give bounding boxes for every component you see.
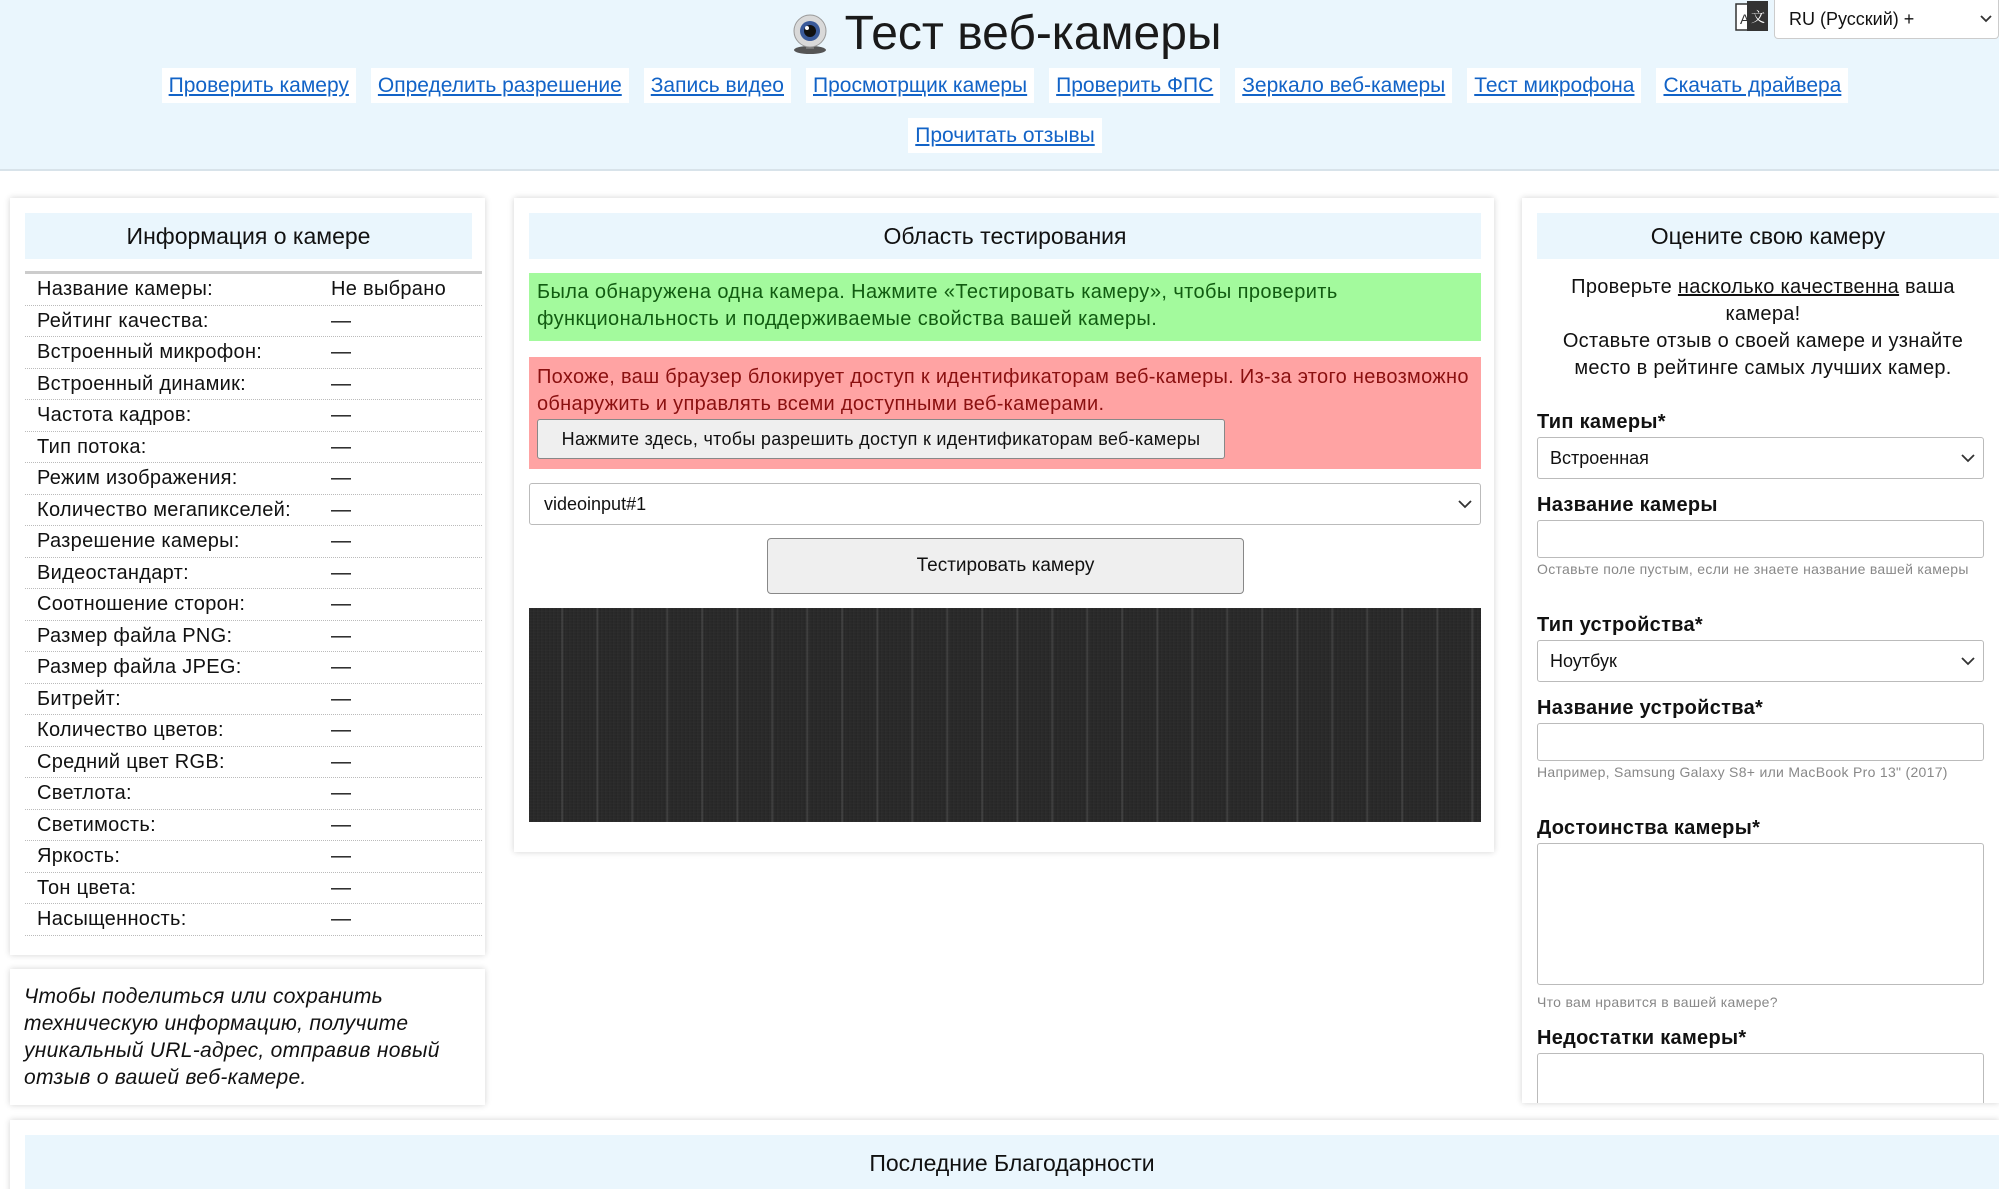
device-type-label: Тип устройства* xyxy=(1537,614,1704,636)
rate-intro-post: ваша камера! xyxy=(1725,276,1955,325)
info-row xyxy=(25,715,482,747)
nav-link-resolution[interactable]: Определить разрешение xyxy=(371,68,629,103)
info-row-label: Количество цветов: xyxy=(37,719,224,741)
pros-textarea[interactable] xyxy=(1537,843,1984,985)
info-row-label: Светлота: xyxy=(37,782,132,804)
info-row-label: Разрешение камеры: xyxy=(37,530,240,552)
info-row-label: Тип потока: xyxy=(37,435,147,458)
camera-type-select[interactable] xyxy=(1537,437,1984,479)
browser-block-text: Похоже, ваш браузер блокирует доступ к идентификаторам веб-камеры. Из-за этого невозможно обнаружить и управлять всеми доступными веб-камерами. xyxy=(537,366,1469,415)
info-row-label: Рейтинг качества: xyxy=(37,309,209,332)
site-title-text: Тест веб-камеры xyxy=(844,7,1222,60)
nav-link-drivers[interactable]: Скачать драйвера xyxy=(1656,68,1848,103)
svg-text:A: A xyxy=(1740,11,1750,27)
camera-info-table xyxy=(25,271,482,936)
camera-name-label: Название камеры xyxy=(1537,494,1718,516)
rate-camera-title: Оцените свою камеру xyxy=(1537,213,1999,259)
info-row-label: Средний цвет RGB: xyxy=(37,750,225,773)
device-type-select[interactable] xyxy=(1537,640,1984,682)
site-header xyxy=(0,0,1999,171)
share-info-text: Чтобы поделиться или сохранить техническую информацию, получите уникальный URL-адрес, отправив новый отзыв о вашей веб-камере. xyxy=(24,985,440,1089)
info-row-label: Размер файла JPEG: xyxy=(37,656,242,678)
info-row-value: — xyxy=(331,593,352,615)
info-row-label: Соотношение сторон: xyxy=(37,593,246,615)
camera-type-value: Встроенная xyxy=(1550,448,1649,468)
info-row-label: Размер файла PNG: xyxy=(37,624,233,647)
camera-info-title: Информация о камере xyxy=(25,213,472,259)
chevron-down-icon xyxy=(1980,14,1992,24)
info-row-value: — xyxy=(331,876,352,899)
camera-detected-message: Была обнаружена одна камера. Нажмите «Тестировать камеру», чтобы проверить функциональность и поддерживаемые свойства вашей камеры. xyxy=(529,273,1481,341)
info-row-value: — xyxy=(331,719,352,741)
info-row-label: Режим изображения: xyxy=(37,467,238,489)
rate-intro xyxy=(1537,274,1989,382)
nav-link-check-fps[interactable]: Проверить ФПС xyxy=(1049,68,1220,103)
allow-access-button[interactable]: Нажмите здесь, чтобы разрешить доступ к идентификаторам веб-камеры xyxy=(537,419,1225,459)
info-row-value: Не выбрано xyxy=(331,278,446,300)
info-row-label: Количество мегапикселей: xyxy=(37,498,291,521)
info-row-value: — xyxy=(331,341,352,363)
info-row-label: Светимость: xyxy=(37,813,156,836)
info-row xyxy=(25,873,482,905)
pros-label: Достоинства камеры* xyxy=(1537,817,1761,839)
browser-block-warning xyxy=(529,357,1481,469)
info-row-label: Название камеры: xyxy=(37,278,213,300)
info-row-value: — xyxy=(331,656,352,678)
info-row-value: — xyxy=(331,372,352,395)
cons-textarea[interactable] xyxy=(1537,1053,1984,1103)
camera-select[interactable] xyxy=(529,483,1481,525)
nav-link-record-video[interactable]: Запись видео xyxy=(644,68,791,103)
rate-intro-pre: Проверьте xyxy=(1571,276,1678,298)
info-row-label: Частота кадров: xyxy=(37,404,192,426)
nav-link-webcam-mirror[interactable]: Зеркало веб-камеры xyxy=(1235,68,1452,103)
camera-name-input[interactable] xyxy=(1537,520,1984,558)
info-row xyxy=(25,337,482,369)
info-row xyxy=(25,558,482,590)
main-nav xyxy=(110,68,1900,168)
chevron-down-icon xyxy=(1961,453,1975,463)
info-row-value: — xyxy=(331,561,352,584)
info-row-label: Встроенный микрофон: xyxy=(37,341,263,363)
info-row xyxy=(25,621,482,653)
info-row-label: Битрейт: xyxy=(37,687,121,710)
chevron-down-icon xyxy=(1961,656,1975,666)
info-row xyxy=(25,589,482,621)
svg-text:文: 文 xyxy=(1751,9,1765,25)
info-row-value: — xyxy=(331,404,352,426)
info-row xyxy=(25,369,482,401)
camera-type-label: Тип камеры* xyxy=(1537,411,1666,433)
info-row-label: Тон цвета: xyxy=(37,876,137,899)
info-row-value: — xyxy=(331,498,352,521)
info-row xyxy=(25,904,482,936)
test-area-panel xyxy=(514,198,1494,852)
cons-label: Недостатки камеры* xyxy=(1537,1027,1747,1049)
info-row xyxy=(25,810,482,842)
device-type-value: Ноутбук xyxy=(1550,651,1617,671)
info-row-value: — xyxy=(331,624,352,647)
nav-row xyxy=(110,68,1900,103)
info-row-value: — xyxy=(331,309,352,332)
site-title xyxy=(0,4,1999,64)
rate-camera-panel xyxy=(1522,198,1999,1103)
test-area-title: Область тестирования xyxy=(529,213,1481,259)
info-row xyxy=(25,526,482,558)
chevron-down-icon xyxy=(1458,499,1472,509)
info-row-label: Видеостандарт: xyxy=(37,561,189,584)
nav-link-reviews[interactable]: Прочитать отзывы xyxy=(908,118,1101,153)
thanks-panel xyxy=(10,1120,1999,1189)
info-row xyxy=(25,495,482,527)
info-row-value: — xyxy=(331,687,352,710)
nav-link-camera-viewer[interactable]: Просмотрщик камеры xyxy=(806,68,1034,103)
camera-name-hint: Оставьте поле пустым, если не знаете название вашей камеры xyxy=(1537,561,1969,577)
camera-select-value: videoinput#1 xyxy=(544,494,647,514)
info-row xyxy=(25,841,482,873)
info-row xyxy=(25,684,482,716)
webcam-icon xyxy=(789,13,831,55)
thanks-title: Последние Благодарности xyxy=(25,1135,1999,1189)
camera-info-panel xyxy=(10,198,485,955)
video-preview xyxy=(529,608,1481,822)
info-row-value: — xyxy=(331,845,352,867)
info-row-value: — xyxy=(331,908,352,930)
info-row-value: — xyxy=(331,813,352,836)
info-row-value: — xyxy=(331,435,352,458)
info-row xyxy=(25,463,482,495)
pros-hint: Что вам нравится в вашей камере? xyxy=(1537,994,1778,1010)
info-row-label: Яркость: xyxy=(37,845,121,867)
nav-link-mic-test[interactable]: Тест микрофона xyxy=(1467,68,1641,103)
quality-link[interactable]: насколько качественна xyxy=(1677,276,1900,298)
info-row xyxy=(25,274,482,306)
info-row xyxy=(25,747,482,779)
device-name-hint: Например, Samsung Galaxy S8+ или MacBook Pro 13" (2017) xyxy=(1537,764,1948,780)
language-select[interactable] xyxy=(1774,0,1999,39)
info-row xyxy=(25,778,482,810)
device-name-label: Название устройства* xyxy=(1537,697,1764,719)
info-row-label: Встроенный динамик: xyxy=(37,372,247,395)
info-row-label: Насыщенность: xyxy=(37,908,187,930)
share-info-panel xyxy=(10,969,485,1105)
test-camera-button[interactable]: Тестировать камеру xyxy=(767,538,1244,594)
info-row-value: — xyxy=(331,782,352,804)
info-row-value: — xyxy=(331,467,352,489)
language-select-value: RU (Русский) + xyxy=(1789,9,1915,29)
info-row-value: — xyxy=(331,750,352,773)
info-row xyxy=(25,432,482,464)
info-row xyxy=(25,306,482,338)
rate-intro-line2: Оставьте отзыв о своей камере и узнайте место в рейтинге самых лучших камер. xyxy=(1562,330,1964,379)
nav-row xyxy=(110,118,1900,153)
device-name-input[interactable] xyxy=(1537,723,1984,761)
info-row xyxy=(25,400,482,432)
info-row xyxy=(25,652,482,684)
info-row-value: — xyxy=(331,530,352,552)
nav-link-check-camera[interactable]: Проверить камеру xyxy=(162,68,356,103)
translate-icon[interactable] xyxy=(1735,0,1769,36)
